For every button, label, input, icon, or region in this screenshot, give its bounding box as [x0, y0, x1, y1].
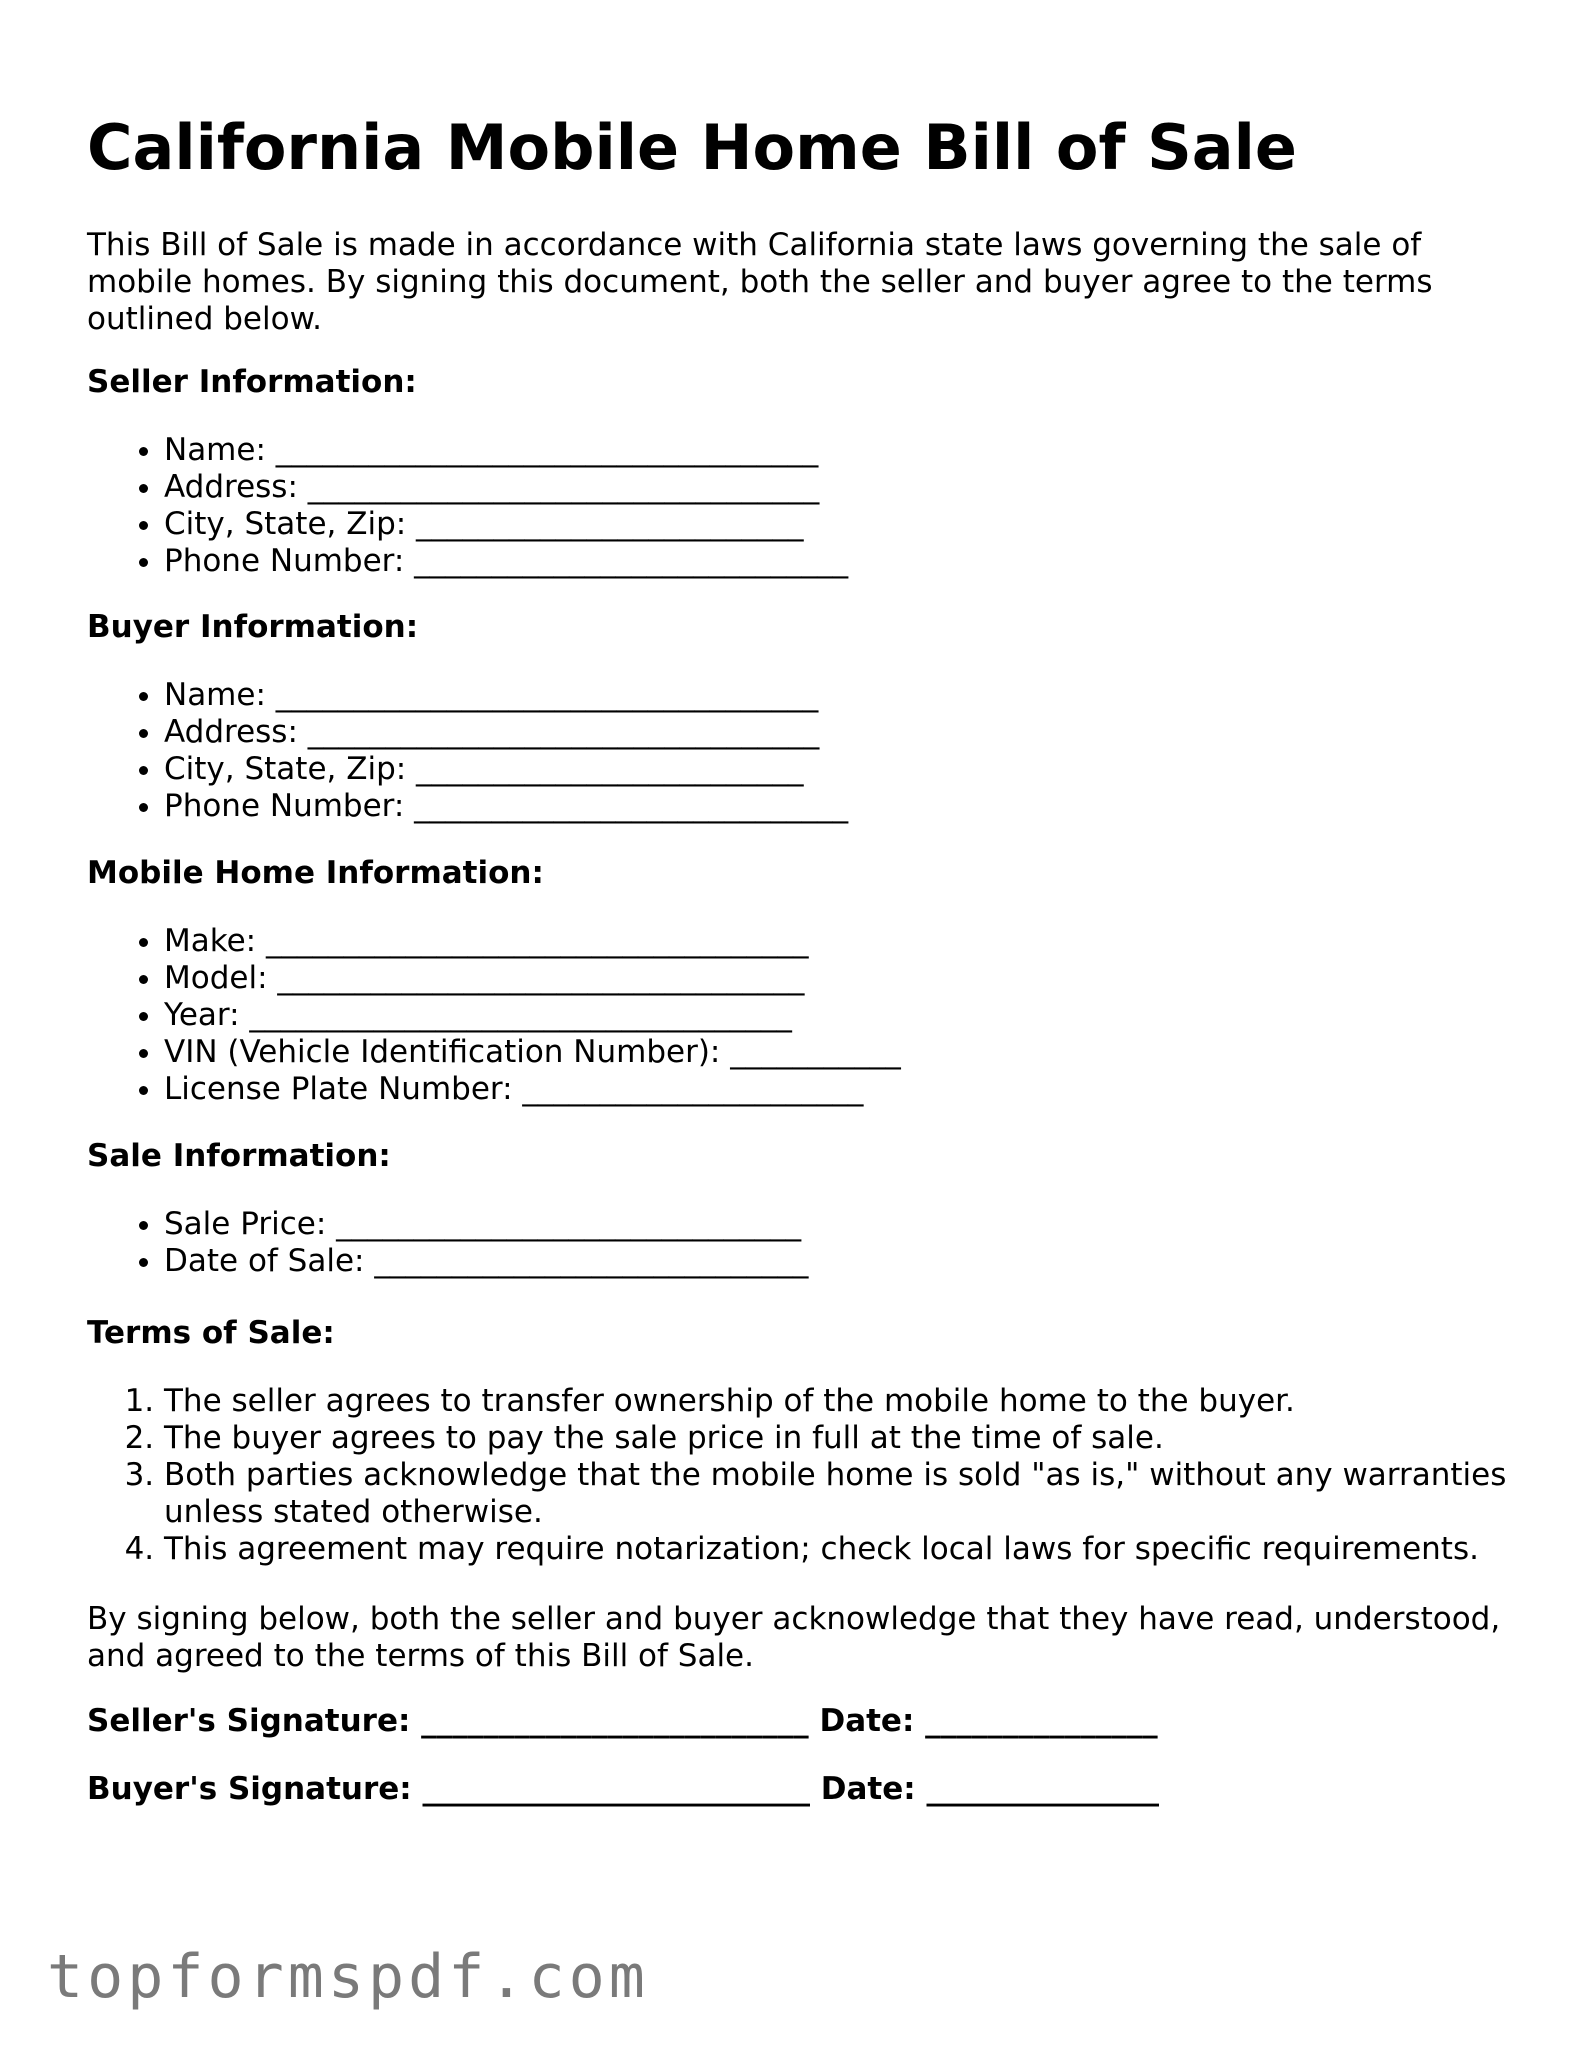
buyer-name-field[interactable]: • Name: ___________________________________	[164, 677, 848, 714]
seller-heading: Seller Information:	[87, 364, 417, 400]
seller-address-field[interactable]: • Address: _________________________________	[164, 469, 848, 506]
buyer-address-field[interactable]: • Address: _________________________________	[164, 714, 848, 751]
sale-price-field[interactable]: • Sale Price: ______________________________	[164, 1206, 808, 1243]
terms-list	[87, 1383, 1507, 1568]
term-item: 1. The seller agrees to transfer ownership of the mobile home to the buyer.	[164, 1383, 1507, 1420]
seller-name-field[interactable]: • Name: ___________________________________	[164, 432, 848, 469]
sale-fields	[87, 1206, 808, 1280]
mobile-home-fields	[87, 923, 901, 1108]
watermark: topformspdf.com	[47, 1942, 649, 2012]
seller-signature-line[interactable]: Seller's Signature: _________________________ Date: _______________	[87, 1703, 1158, 1739]
closing-paragraph: By signing below, both the seller and buyer acknowledge that they have read, understood, and agreed to the terms of this Bill of Sale.	[87, 1601, 1501, 1674]
buyer-fields	[87, 677, 848, 825]
term-item: 4. This agreement may require notarization; check local laws for specific requirements.	[164, 1531, 1507, 1568]
license-plate-field[interactable]: • License Plate Number: ______________________	[164, 1071, 901, 1108]
buyer-heading: Buyer Information:	[87, 609, 419, 645]
model-field[interactable]: • Model: __________________________________	[164, 960, 901, 997]
year-field[interactable]: • Year: ___________________________________	[164, 997, 901, 1034]
vin-field[interactable]: • VIN (Vehicle Identification Number): ___________	[164, 1034, 901, 1071]
make-field[interactable]: • Make: ___________________________________	[164, 923, 901, 960]
seller-fields	[87, 432, 848, 580]
terms-heading: Terms of Sale:	[87, 1315, 335, 1351]
buyer-phone-field[interactable]: • Phone Number: ____________________________	[164, 788, 848, 825]
document-title: California Mobile Home Bill of Sale	[87, 111, 1297, 184]
term-item: 2. The buyer agrees to pay the sale price in full at the time of sale.	[164, 1420, 1507, 1457]
buyer-signature-line[interactable]: Buyer's Signature: _________________________ Date: _______________	[87, 1771, 1159, 1807]
seller-phone-field[interactable]: • Phone Number: ____________________________	[164, 543, 848, 580]
intro-paragraph: This Bill of Sale is made in accordance with California state laws governing the sale of mobile homes. By signing this document, both the seller and buyer agree to the terms outlined below.	[87, 227, 1433, 337]
sale-heading: Sale Information:	[87, 1138, 391, 1174]
seller-city-state-zip-field[interactable]: • City, State, Zip: _________________________	[164, 506, 848, 543]
term-item: 3. Both parties acknowledge that the mobile home is sold "as is," without any warranties unless stated otherwise.	[164, 1457, 1507, 1531]
buyer-city-state-zip-field[interactable]: • City, State, Zip: _________________________	[164, 751, 848, 788]
mobile-home-heading: Mobile Home Information:	[87, 855, 544, 891]
date-of-sale-field[interactable]: • Date of Sale: ____________________________	[164, 1243, 808, 1280]
